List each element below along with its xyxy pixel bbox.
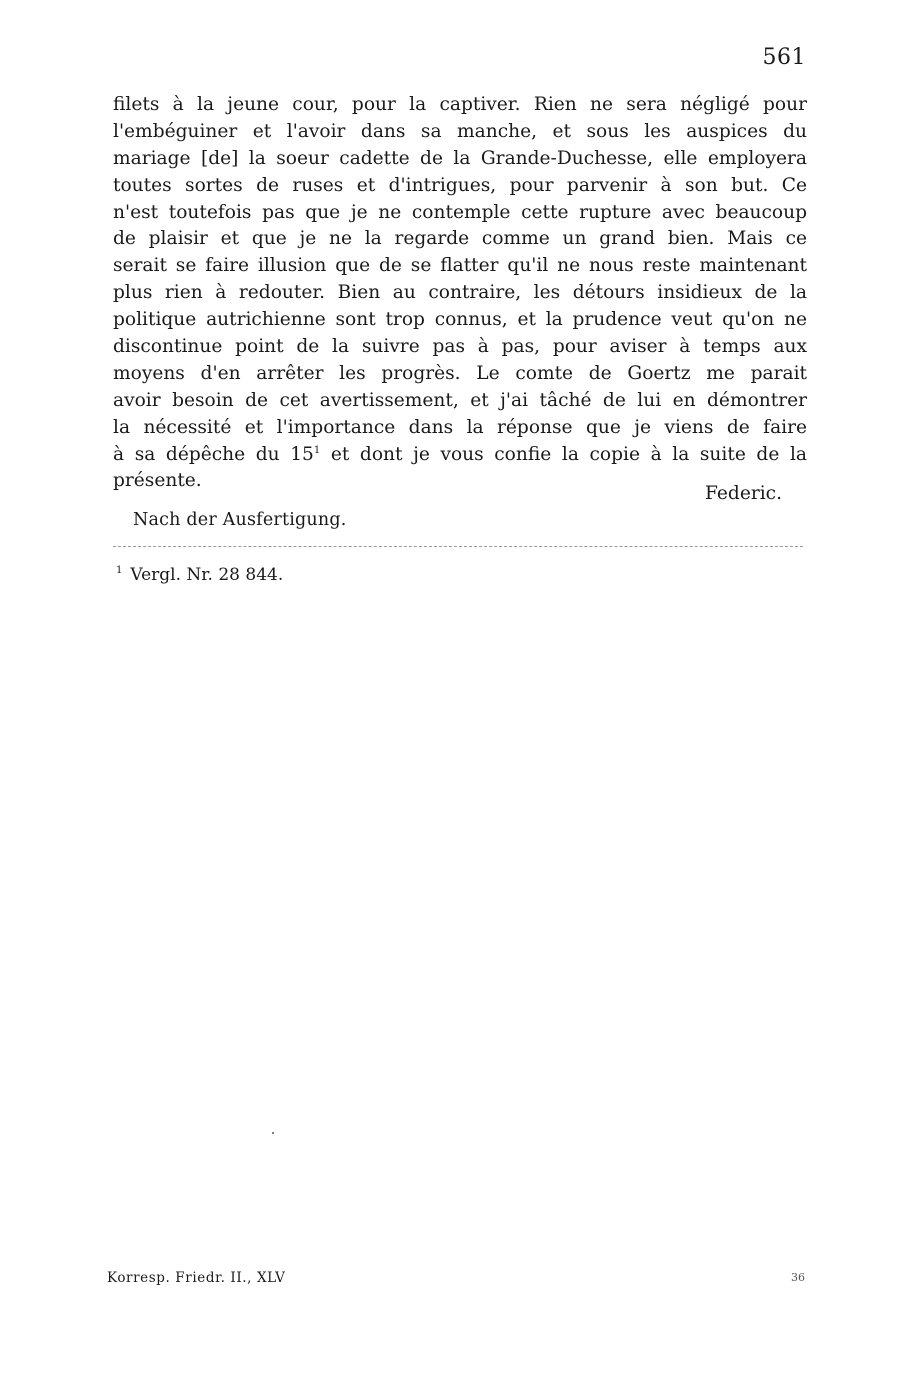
- footnote: [116, 565, 283, 585]
- signature-mark: 36: [791, 1271, 805, 1284]
- body-line-segment: et dont je vous confie la copie à la suite de la: [320, 443, 807, 465]
- signature: Federic.: [705, 483, 782, 504]
- body-line: politique autrichienne sont trop connus, et la prudence veut qu'on ne: [113, 309, 807, 331]
- body-line: plus rien à redouter. Bien au contraire, les détours insidieux de la: [113, 282, 807, 304]
- body-line: serait se faire illusion que de se flatter qu'il ne nous reste maintenant: [113, 255, 807, 277]
- print-speck: [272, 1132, 274, 1134]
- body-line-segment: à sa dépêche du 15: [113, 443, 314, 465]
- body-line: toutes sortes de ruses et d'intrigues, pour parvenir à son but. Ce: [113, 174, 807, 196]
- footnote-marker: 1: [116, 565, 123, 577]
- running-footer-title: Korresp. Friedr. II., XLV: [107, 1270, 286, 1286]
- body-line: discontinue point de la suivre pas à pas, pour aviser à temps aux: [113, 336, 807, 358]
- body-line: moyens d'en arrêter les progrès. Le comte de Goertz me parait: [113, 362, 807, 384]
- body-line: la nécessité et l'importance dans la réponse que je viens de faire: [113, 416, 807, 438]
- source-note: Nach der Ausfertigung.: [133, 510, 347, 530]
- body-line: avoir besoin de cet avertissement, et j'ai tâché de lui en démontrer: [113, 389, 807, 411]
- page-number: 561: [762, 45, 806, 70]
- body-line: n'est toutefois pas que je ne contemple cette rupture avec beaucoup: [113, 201, 807, 223]
- footnote-text: Vergl. Nr. 28 844.: [130, 565, 284, 585]
- body-line: filets à la jeune cour, pour la captiver. Rien ne sera négligé pour: [113, 94, 807, 115]
- body-line: de plaisir et que je ne la regarde comme un grand bien. Mais ce: [113, 228, 807, 250]
- letter-body: [113, 92, 807, 495]
- footnote-reference: 1: [313, 444, 321, 456]
- body-line: mariage [de] la soeur cadette de la Grande-Duchesse, elle employera: [113, 147, 807, 169]
- body-line-with-footnote-ref: [113, 442, 807, 469]
- body-line: l'embéguiner et l'avoir dans sa manche, et sous les auspices du: [113, 120, 807, 142]
- body-line-final: présente.: [113, 470, 202, 492]
- footnote-divider: [113, 546, 803, 547]
